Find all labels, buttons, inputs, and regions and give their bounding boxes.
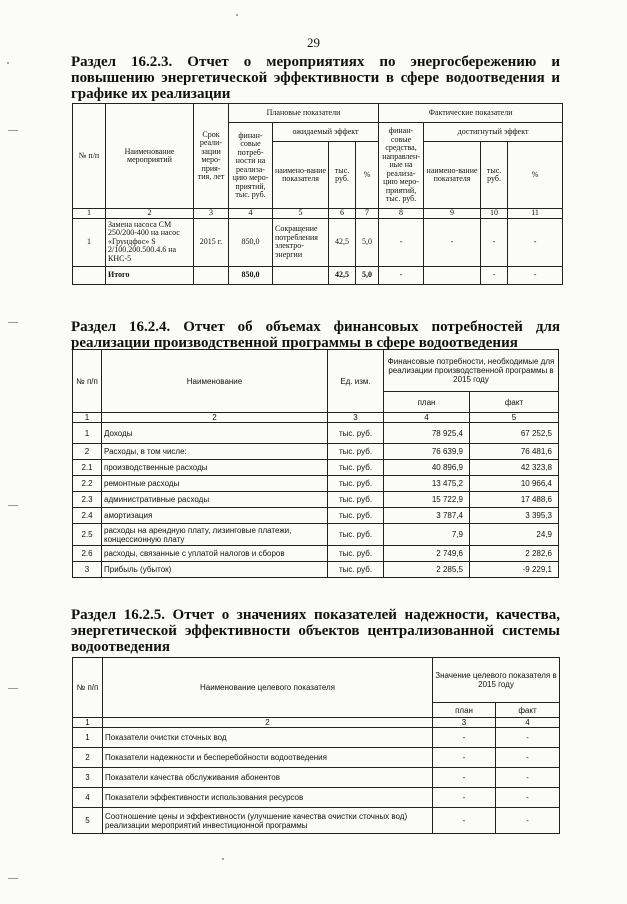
table-row xyxy=(73,524,559,546)
section-16-2-3-title: Раздел 16.2.3. Отчет о мероприятиях по энергосбережению и повышению энергетической эффективности в сфере водоотведения и графике их реализации xyxy=(71,54,560,102)
header-name: Наименование целевого показателя xyxy=(103,658,433,718)
scan-dot xyxy=(222,858,224,860)
row-name: расходы на арендную плату, лизинговые платежи, концессионную плату xyxy=(102,524,328,546)
row-unit: тыс. руб. xyxy=(328,444,384,460)
total-thous: 42,5 xyxy=(329,266,356,284)
col-number: 5 xyxy=(273,209,329,219)
row-fact: - xyxy=(496,808,560,834)
col-number: 2 xyxy=(106,209,194,219)
row-unit: тыс. руб. xyxy=(328,460,384,476)
scan-dot xyxy=(236,14,238,16)
col-number: 4 xyxy=(384,413,470,423)
table-row xyxy=(73,768,560,788)
section-16-2-4-title: Раздел 16.2.4. Отчет об объемах финансовых потребностей для реализации производственной программы в сфере водоотведения xyxy=(71,319,560,351)
header-name: Наименование xyxy=(102,350,328,413)
row-name: Показатели качества обслуживания абонентов xyxy=(103,768,433,788)
col-number: 3 xyxy=(328,413,384,423)
row-unit: тыс. руб. xyxy=(328,562,384,578)
row-num: 2.4 xyxy=(73,508,102,524)
col-number: 1 xyxy=(73,718,103,728)
row-name: Замена насоса СМ 250/200-400 на насос «Грундфос» S 2/100.200.500.4.6 на КНС-5 xyxy=(106,218,194,266)
table-row xyxy=(73,492,559,508)
header-ind-name-2: наимено-вание показателя xyxy=(424,142,481,209)
row-name: ремонтные расходы xyxy=(102,476,328,492)
row-unit: тыс. руб. xyxy=(328,476,384,492)
row-name: расходы, связанные с уплатой налогов и сборов xyxy=(102,546,328,562)
row-num: 1 xyxy=(73,728,103,748)
header-plan: план xyxy=(433,703,496,718)
header-pct-2: % xyxy=(508,142,563,209)
row-fact-fin: - xyxy=(379,218,424,266)
col-number: 9 xyxy=(424,209,481,219)
margin-mark xyxy=(8,322,18,323)
col-number: 4 xyxy=(229,209,273,219)
table-row xyxy=(73,788,560,808)
table-row xyxy=(73,218,563,266)
col-number: 11 xyxy=(508,209,563,219)
col-number: 8 xyxy=(379,209,424,219)
row-plan: 78 925,4 xyxy=(384,423,470,444)
row-fact: 3 395,3 xyxy=(470,508,559,524)
header-term: Срок реали-зации меро-прия-тия, лет xyxy=(194,104,229,209)
header-fin-fact: финан-совые средства, направлен-ные на реализа-цию меро-приятий, тыс. руб. xyxy=(379,123,424,209)
col-number: 1 xyxy=(73,413,102,423)
row-num: 2.2 xyxy=(73,476,102,492)
row-num: 2.6 xyxy=(73,546,102,562)
row-unit: тыс. руб. xyxy=(328,524,384,546)
row-fact: 24,9 xyxy=(470,524,559,546)
row-unit: тыс. руб. xyxy=(328,423,384,444)
row-num: 2.5 xyxy=(73,524,102,546)
row-name: Показатели эффективности использования ресурсов xyxy=(103,788,433,808)
row-plan: - xyxy=(433,808,496,834)
row-name: Прибыль (убыток) xyxy=(102,562,328,578)
header-num: № п/п xyxy=(73,104,106,209)
row-name: Расходы, в том числе: xyxy=(102,444,328,460)
header-pct: % xyxy=(356,142,379,209)
row-plan: - xyxy=(433,748,496,768)
col-number: 3 xyxy=(433,718,496,728)
row-fact: - xyxy=(496,748,560,768)
header-expected: ожидаемый эффект xyxy=(273,123,379,142)
col-number: 5 xyxy=(470,413,559,423)
header-num: № п/п xyxy=(73,658,103,718)
row-fact-thous: - xyxy=(481,218,508,266)
row-plan: 2 749,6 xyxy=(384,546,470,562)
row-num: 1 xyxy=(73,218,106,266)
measures-table xyxy=(72,103,563,285)
col-number: 10 xyxy=(481,209,508,219)
target-indicators-table xyxy=(72,657,560,834)
row-name: Показатели очистки сточных вод xyxy=(103,728,433,748)
scan-dot xyxy=(7,62,9,64)
row-term: 2015 г. xyxy=(194,218,229,266)
margin-mark xyxy=(8,505,18,506)
row-num: 2.3 xyxy=(73,492,102,508)
row-fact: 17 488,6 xyxy=(470,492,559,508)
row-fact: - xyxy=(496,768,560,788)
row-fact: 42 323,8 xyxy=(470,460,559,476)
row-name: Соотношение цены и эффективности (улучшение качества очистки сточных вод) реализации мероприятий инвестиционной программы xyxy=(103,808,433,834)
row-fact: 2 282,6 xyxy=(470,546,559,562)
total-label: Итого xyxy=(106,266,194,284)
row-fact: 67 252,5 xyxy=(470,423,559,444)
header-thous: тыс. руб. xyxy=(329,142,356,209)
table-row xyxy=(73,808,560,834)
row-fin: 850,0 xyxy=(229,218,273,266)
total-fin: 850,0 xyxy=(229,266,273,284)
row-plan: 13 475,2 xyxy=(384,476,470,492)
row-name: Показатели надежности и бесперебойности водоотведения xyxy=(103,748,433,768)
header-num: № п/п xyxy=(73,350,102,413)
row-fact-indicator: - xyxy=(424,218,481,266)
col-number: 4 xyxy=(496,718,560,728)
row-num: 5 xyxy=(73,808,103,834)
row-num: 2 xyxy=(73,444,102,460)
row-pct: 5,0 xyxy=(356,218,379,266)
row-num: 3 xyxy=(73,562,102,578)
table-row xyxy=(73,423,559,444)
table-row xyxy=(73,460,559,476)
col-number: 7 xyxy=(356,209,379,219)
row-plan: 7,9 xyxy=(384,524,470,546)
col-number: 1 xyxy=(73,209,106,219)
header-planned: Плановые показатели xyxy=(229,104,379,123)
header-plan: план xyxy=(384,392,470,413)
page-number: 29 xyxy=(307,35,320,50)
col-number: 3 xyxy=(194,209,229,219)
total-pct: 5,0 xyxy=(356,266,379,284)
row-fact-pct: - xyxy=(508,218,563,266)
row-num: 1 xyxy=(73,423,102,444)
total-fact-fin: - xyxy=(379,266,424,284)
margin-mark xyxy=(8,878,18,879)
header-ind-name: наимено-вание показателя xyxy=(273,142,329,209)
row-fact: -9 229,1 xyxy=(470,562,559,578)
col-number: 2 xyxy=(103,718,433,728)
header-achieved: достигнутый эффект xyxy=(424,123,563,142)
table-row xyxy=(73,546,559,562)
header-actual: Фактические показатели xyxy=(379,104,563,123)
header-fact: факт xyxy=(470,392,559,413)
section-16-2-5-title: Раздел 16.2.5. Отчет о значениях показателей надежности, качества, энергетической эффективности объектов централизованной системы водоотведения xyxy=(71,607,560,655)
table-row xyxy=(73,476,559,492)
header-fin-needs: Финансовые потребности, необходимые для реализации производственной программы в 2015 году xyxy=(384,350,559,392)
row-plan: 2 285,5 xyxy=(384,562,470,578)
header-name: Наименование мероприятий xyxy=(106,104,194,209)
total-fact-thous: - xyxy=(481,266,508,284)
table-row xyxy=(73,508,559,524)
col-number: 2 xyxy=(102,413,328,423)
table-row xyxy=(73,444,559,460)
header-fin-plan: финан-совые потреб-ности на реализа-цию меро-приятий, тыс. руб. xyxy=(229,123,273,209)
row-fact: 76 481,6 xyxy=(470,444,559,460)
row-name: производственные расходы xyxy=(102,460,328,476)
row-num: 4 xyxy=(73,788,103,808)
header-thous-2: тыс. руб. xyxy=(481,142,508,209)
row-name: Доходы xyxy=(102,423,328,444)
margin-mark xyxy=(8,688,18,689)
row-unit: тыс. руб. xyxy=(328,546,384,562)
row-fact: 10 966,4 xyxy=(470,476,559,492)
margin-mark xyxy=(8,130,18,131)
row-plan: 15 722,9 xyxy=(384,492,470,508)
row-plan: 76 639,9 xyxy=(384,444,470,460)
row-plan: 3 787,4 xyxy=(384,508,470,524)
row-unit: тыс. руб. xyxy=(328,492,384,508)
row-plan: - xyxy=(433,768,496,788)
col-number: 6 xyxy=(329,209,356,219)
header-unit: Ед. изм. xyxy=(328,350,384,413)
table-row xyxy=(73,728,560,748)
row-num: 3 xyxy=(73,768,103,788)
row-fact: - xyxy=(496,728,560,748)
financial-needs-table xyxy=(72,349,559,578)
row-name: административные расходы xyxy=(102,492,328,508)
row-name: амортизация xyxy=(102,508,328,524)
row-unit: тыс. руб. xyxy=(328,508,384,524)
row-plan: - xyxy=(433,728,496,748)
row-indicator: Сокращение потребления электро-энергии xyxy=(273,218,329,266)
row-plan: - xyxy=(433,788,496,808)
table-row xyxy=(73,562,559,578)
total-row xyxy=(73,266,563,284)
row-plan: 40 896,9 xyxy=(384,460,470,476)
total-fact-pct: - xyxy=(508,266,563,284)
header-fact: факт xyxy=(496,703,560,718)
header-value: Значение целевого показателя в 2015 году xyxy=(433,658,560,703)
row-num: 2.1 xyxy=(73,460,102,476)
row-thous: 42,5 xyxy=(329,218,356,266)
row-num: 2 xyxy=(73,748,103,768)
table-row xyxy=(73,748,560,768)
row-fact: - xyxy=(496,788,560,808)
